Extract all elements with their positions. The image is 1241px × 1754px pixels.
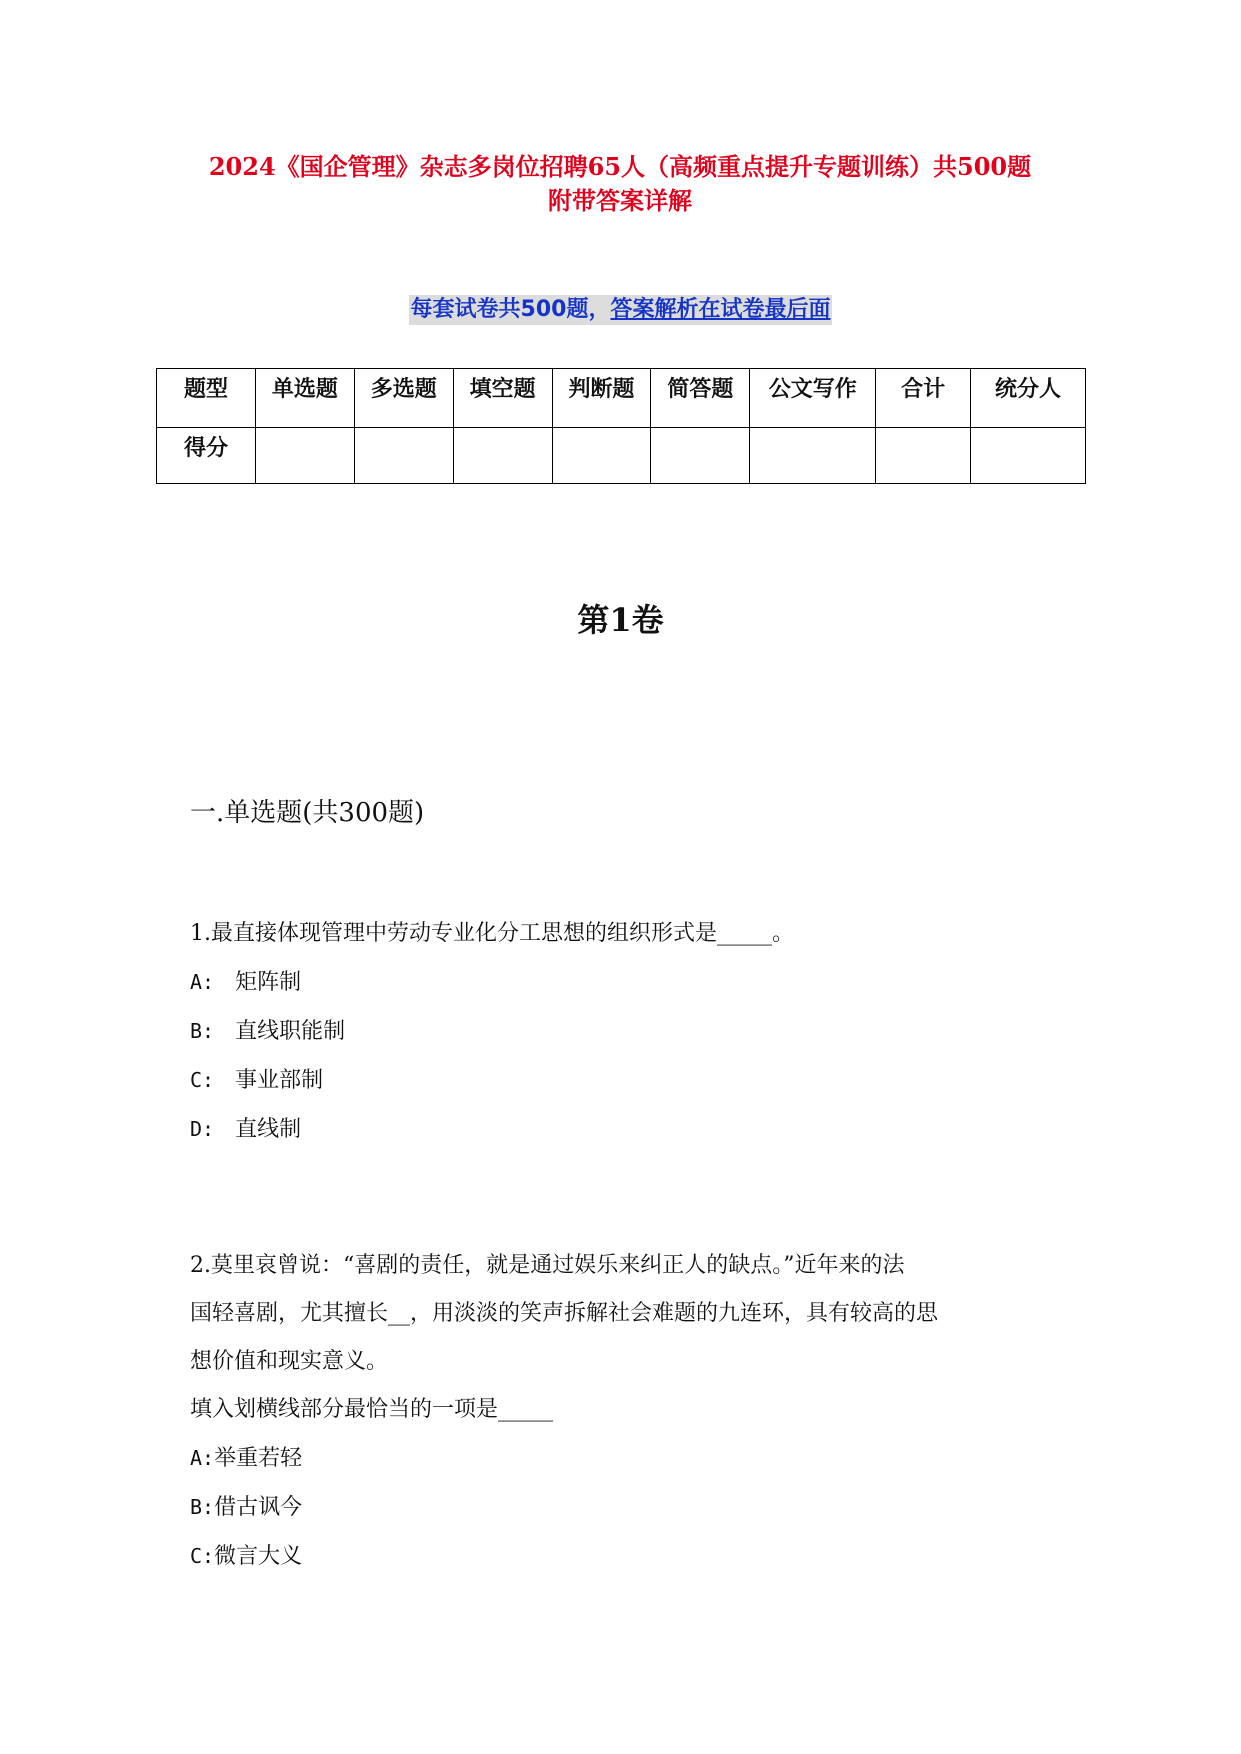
header-cell: 判断题 <box>552 369 651 428</box>
question-stem-line: 想价值和现实意义。 <box>190 1349 389 1374</box>
score-table-header-row <box>157 369 1086 428</box>
header-cell: 多选题 <box>354 369 453 428</box>
header-cell: 单选题 <box>255 369 354 428</box>
header-cell: 简答题 <box>651 369 750 428</box>
title-line-2: 附带答案详解 <box>548 186 692 215</box>
header-cell: 填空题 <box>453 369 552 428</box>
option-label: C: <box>190 1544 215 1568</box>
option-label: A: <box>190 1446 215 1470</box>
score-cell <box>453 428 552 484</box>
option-label: D: <box>190 1117 215 1141</box>
volume-title: 第1卷 <box>577 601 664 639</box>
option-text: 直线制 <box>235 1117 302 1142</box>
header-cell: 合计 <box>876 369 971 428</box>
score-cell <box>750 428 876 484</box>
option-label: B: <box>190 1019 215 1043</box>
option-label: B: <box>190 1495 215 1519</box>
subtitle-part-1: 每套试卷共500题， <box>410 297 611 322</box>
option-text: 借古讽今 <box>214 1495 303 1520</box>
score-table <box>156 368 1086 484</box>
header-cell: 题型 <box>157 369 256 428</box>
question-stem-line: 2.莫里哀曾说：“喜剧的责任，就是通过娱乐来纠正人的缺点。”近年来的法 <box>190 1253 905 1278</box>
score-cell <box>255 428 354 484</box>
score-cell <box>651 428 750 484</box>
score-cell <box>971 428 1086 484</box>
option-a <box>190 958 1060 1007</box>
question-stem: 1.最直接体现管理中劳动专业化分工思想的组织形式是_____。 <box>190 921 794 946</box>
header-cell: 公文写作 <box>750 369 876 428</box>
option-a <box>190 1434 1060 1483</box>
row-label-cell: 得分 <box>157 428 256 484</box>
option-text: 直线职能制 <box>235 1019 346 1044</box>
question-prompt: 填入划横线部分最恰当的一项是_____ <box>190 1397 554 1422</box>
option-b <box>190 1483 1060 1532</box>
section-title: 一.单选题(共300题) <box>190 798 425 828</box>
question-stem-line: 国轻喜剧，尤其擅长__，用淡淡的笑声拆解社会难题的九连环，具有较高的思 <box>190 1301 939 1326</box>
option-b <box>190 1007 1060 1056</box>
option-d <box>190 1105 1060 1154</box>
option-text: 微言大义 <box>214 1544 303 1569</box>
header-cell: 统分人 <box>971 369 1086 428</box>
subtitle <box>409 295 833 325</box>
score-table-score-row <box>157 428 1086 484</box>
score-cell <box>552 428 651 484</box>
option-label: A: <box>190 970 215 994</box>
subtitle-container <box>0 295 1241 325</box>
option-c <box>190 1056 1060 1105</box>
title-line-1: 2024《国企管理》杂志多岗位招聘65人（高频重点提升专题训练）共500题 <box>208 152 1032 181</box>
question-1 <box>190 910 1060 1154</box>
option-text: 矩阵制 <box>235 970 302 995</box>
option-text: 举重若轻 <box>214 1446 303 1471</box>
score-cell <box>876 428 971 484</box>
document-title <box>120 150 1120 218</box>
score-cell <box>354 428 453 484</box>
question-2 <box>190 1242 1060 1581</box>
option-c <box>190 1532 1060 1581</box>
option-text: 事业部制 <box>235 1068 324 1093</box>
subtitle-part-2: 答案解析在试卷最后面 <box>610 297 831 322</box>
option-label: C: <box>190 1068 215 1092</box>
